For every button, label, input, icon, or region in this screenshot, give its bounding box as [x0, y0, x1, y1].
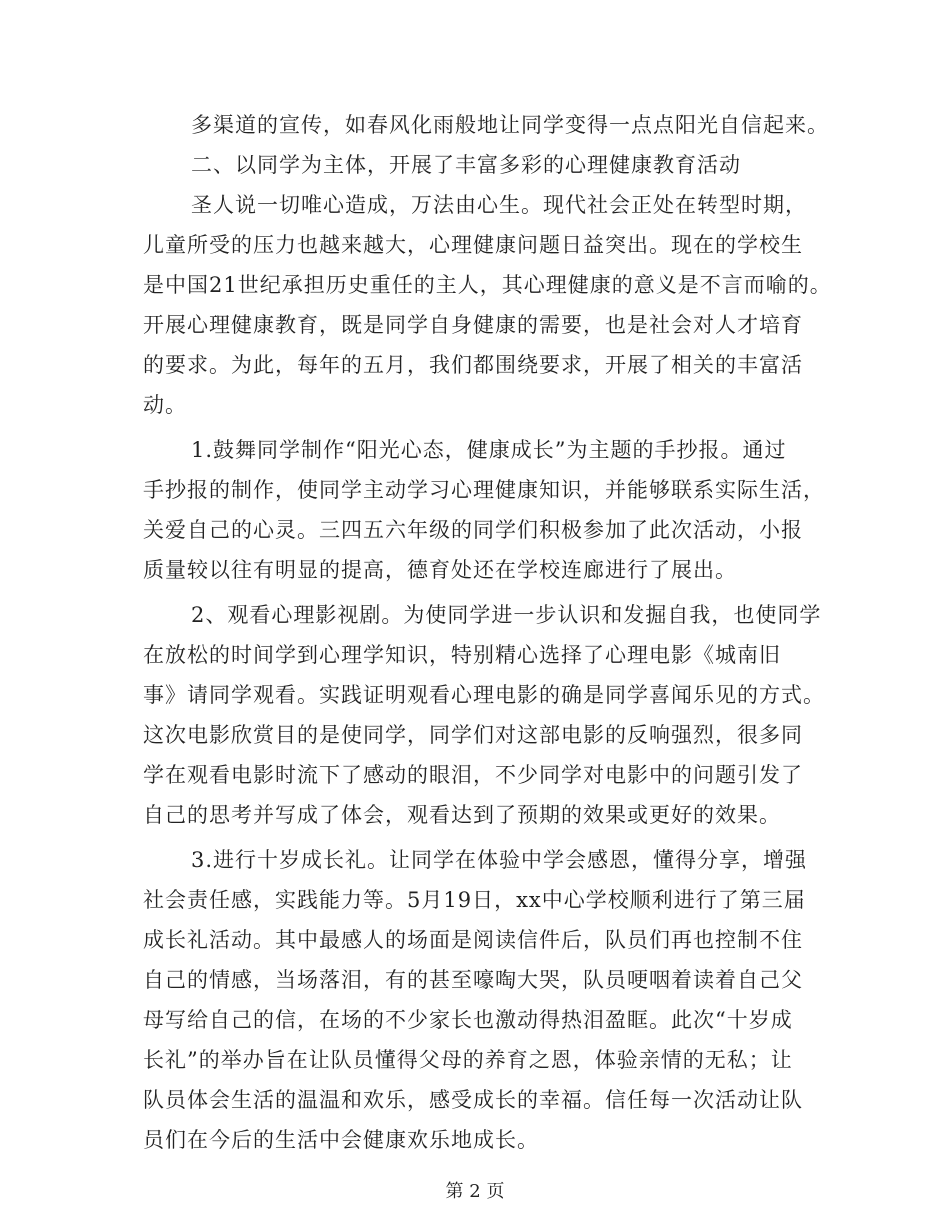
- text-line: 这次电影欣赏目的是使同学，同学们对这部电影的反响强烈，很多同: [143, 723, 803, 747]
- text-line: 学在观看电影时流下了感动的眼泪，不少同学对电影中的问题引发了: [143, 763, 803, 787]
- section-heading: 二、以同学为主体，开展了丰富多彩的心理健康教育活动: [191, 153, 741, 177]
- text-line: 3.进行十岁成长礼。让同学在体验中学会感恩，懂得分享，增强: [191, 848, 808, 872]
- text-line: 队员体会生活的温温和欢乐，感受成长的幸福。信任每一次活动让队: [143, 1088, 803, 1112]
- text-line: 在放松的时间学到心理学知识，特别精心选择了心理电影《城南旧: [143, 643, 781, 667]
- text-line: 质量较以往有明显的提高，德育处还在学校连廊进行了展出。: [143, 558, 737, 582]
- text-line: 手抄报的制作，使同学主动学习心理健康知识，并能够联系实际生活，: [143, 478, 825, 502]
- text-line: 是中国21世纪承担历史重任的主人，其心理健康的意义是不言而喻的。: [143, 273, 832, 297]
- text-line: 母写给自己的信，在场的不少家长也激动得热泪盈眶。此次“十岁成: [143, 1008, 793, 1032]
- text-line: 儿童所受的压力也越来越大，心理健康问题日益突出。现在的学校生: [143, 233, 803, 257]
- text-line: 1.鼓舞同学制作“阳光心态，健康成长”为主题的手抄报。通过: [191, 438, 787, 462]
- text-line: 多渠道的宣传，如春风化雨般地让同学变得一点点阳光自信起来。: [191, 113, 829, 137]
- text-line: 自己的思考并写成了体会，观看达到了预期的效果或更好的效果。: [143, 803, 781, 827]
- text-line: 员们在今后的生活中会健康欢乐地成长。: [143, 1128, 539, 1152]
- text-line: 长礼”的举办旨在让队员懂得父母的养育之恩，体验亲情的无私；让: [143, 1048, 793, 1072]
- text-line: 自己的情感，当场落泪，有的甚至嚎啕大哭，队员哽咽着读着自己父: [143, 968, 803, 992]
- text-line: 动。: [143, 393, 187, 417]
- text-line: 圣人说一切唯心造成，万法由心生。现代社会正处在转型时期，: [191, 193, 807, 217]
- text-line: 成长礼活动。其中最感人的场面是阅读信件后，队员们再也控制不住: [143, 928, 803, 952]
- text-line: 2、观看心理影视剧。为使同学进一步认识和发掘自我，也使同学: [191, 603, 822, 627]
- text-line: 的要求。为此，每年的五月，我们都围绕要求，开展了相关的丰富活: [143, 353, 803, 377]
- text-line: 社会责任感，实践能力等。5月19日，xx中心学校顺利进行了第三届: [143, 888, 806, 912]
- text-line: 关爱自己的心灵。三四五六年级的同学们积极参加了此次活动，小报: [143, 518, 803, 542]
- text-line: 开展心理健康教育，既是同学自身健康的需要，也是社会对人才培育: [143, 313, 803, 337]
- page-number: 第 2 页: [445, 1181, 505, 1202]
- text-line: 事》请同学观看。实践证明观看心理电影的确是同学喜闻乐见的方式。: [143, 683, 825, 707]
